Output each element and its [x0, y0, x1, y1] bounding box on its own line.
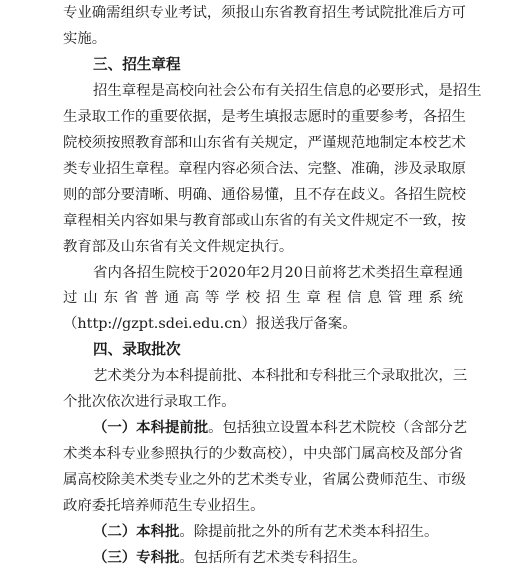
paragraph-line: 教育部及山东省有关文件规定执行。	[63, 238, 294, 255]
paragraph-line: 生录取工作的重要依据，是考生填报志愿时的重要参考，各招生	[63, 108, 466, 125]
list-item-2-line-label: （二）本科批	[93, 523, 180, 541]
list-item-3-line-label: （三）专科批	[93, 549, 180, 566]
paragraph-line: 院校须按照教育部和山东省有关规定，严谨规范地制定本校艺术	[63, 134, 466, 151]
list-item-3-line	[93, 549, 463, 567]
list-item-2-line-text: 。除提前批之外的所有艺术类本科招生。	[179, 524, 439, 541]
paragraph-line: 招生章程是高校向社会公布有关招生信息的必要形式，是招生	[93, 82, 482, 99]
list-item-2-line	[93, 523, 463, 541]
list-item-3-line-text: 。包括所有艺术类专科招生。	[179, 550, 367, 566]
paragraph-line: 术类本科专业参照执行的少数高校），中央部门属高校及部分省	[63, 446, 463, 463]
intro-line-1: 专业确需组织专业考试，须报山东省教育招生考试院批准后方可	[63, 5, 466, 21]
paragraph-line: 政府委托培养师范生专业招生。	[63, 498, 265, 515]
paragraph-line: 过山东省普通高等学校招生章程信息管理系统	[63, 290, 463, 307]
intro-line-2: 实施。	[63, 30, 107, 47]
list-item-1-text: 。包括独立设置本科艺术院校（含部分艺	[208, 420, 468, 437]
list-item-1-label: （一）本科提前批	[93, 419, 209, 437]
paragraph-line: 艺术类分为本科提前批、本科批和专科批三个录取批次，三	[93, 368, 468, 385]
paragraph-line: 类专业招生章程。章程内容必须合法、完整、准确，涉及录取原	[63, 160, 466, 177]
section-heading-4: 四、录取批次	[93, 341, 181, 359]
section-heading-3: 三、招生章程	[93, 55, 181, 73]
paragraph-line: 章程相关内容如果与教育部或山东省的有关文件规定不一致，按	[63, 212, 466, 229]
paragraph-line: 则的部分要清晰、明确、通俗易懂，且不存在歧义。各招生院校	[63, 186, 466, 203]
paragraph-line: 个批次依次进行录取工作。	[63, 394, 236, 411]
list-item-1-first-line	[93, 419, 468, 437]
paragraph-line: 属高校除美术类专业之外的艺术类专业，省属公费师范生、市级	[63, 472, 466, 489]
paragraph-line: 省内各招生院校于2020年2月20日前将艺术类招生章程通	[93, 264, 463, 281]
paragraph-line: （http://gzpt.sdei.edu.cn）报送我厅备案。	[63, 316, 357, 333]
